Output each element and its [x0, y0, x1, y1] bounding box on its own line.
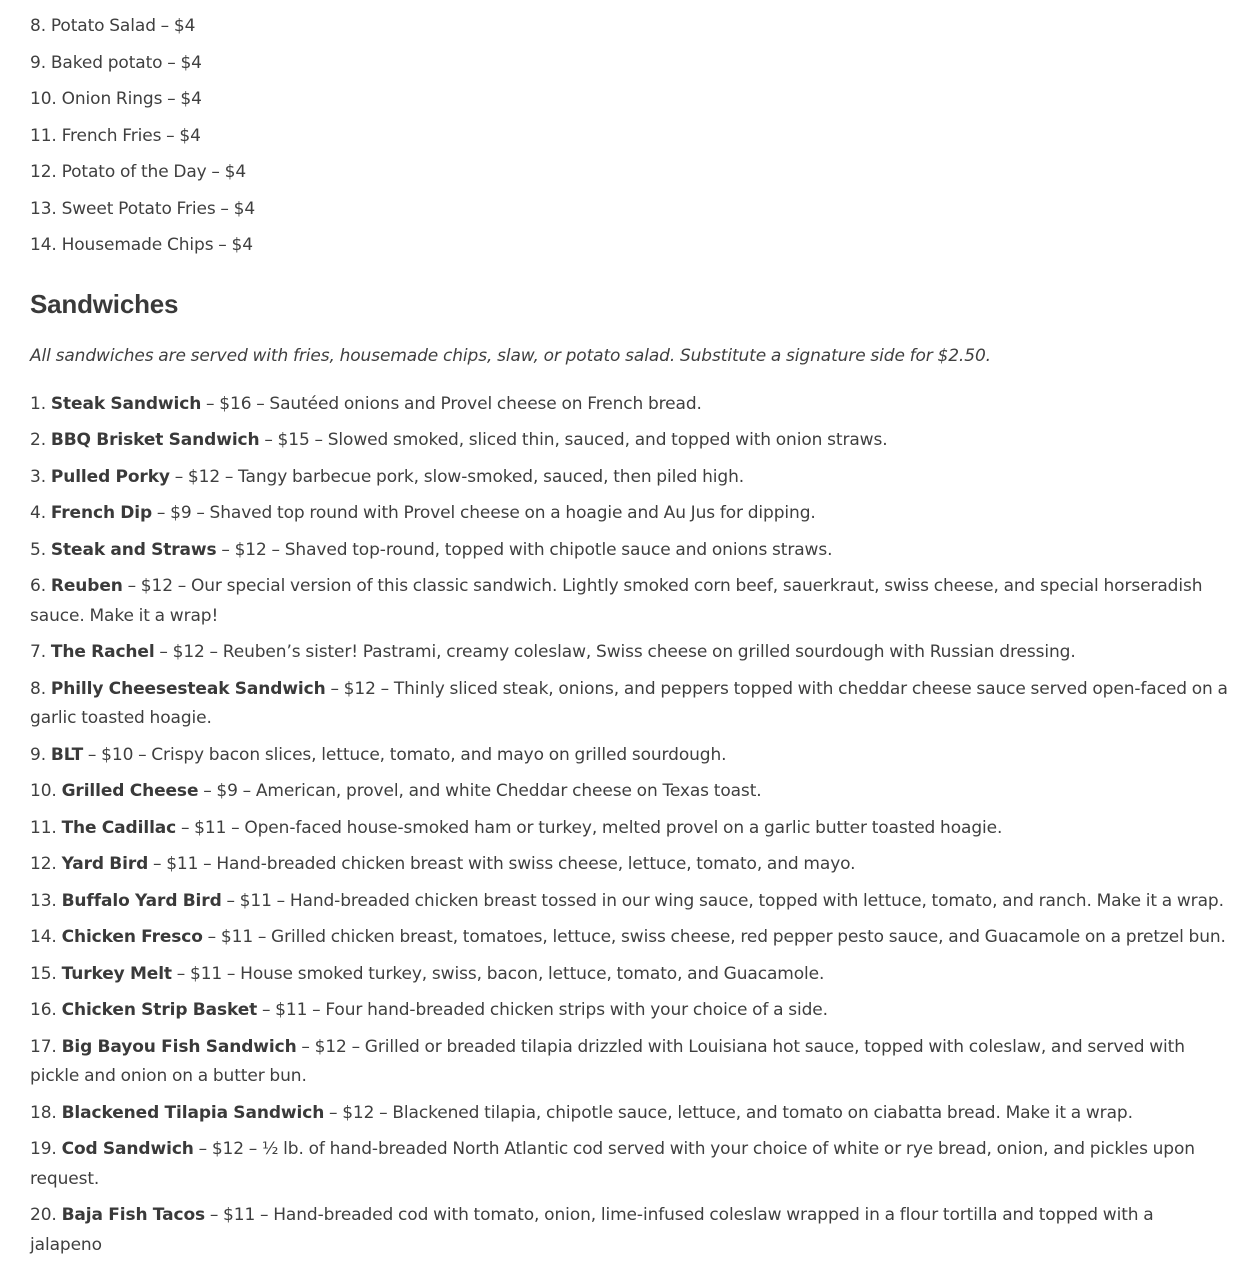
- list-item: 7. The Rachel – $12 – Reuben’s sister! Pastrami, creamy coleslaw, Swiss cheese on grilled sourdough with Russian dressing.: [30, 642, 1076, 662]
- list-item: 17. Big Bayou Fish Sandwich – $12 – Grilled or breaded tilapia drizzled with Louisiana hot sauce, topped with coleslaw, and served with pickle and onion on a butter bun.: [30, 1036, 1185, 1086]
- list-item: 11. The Cadillac – $11 – Open-faced house-smoked ham or turkey, melted provel on a garlic butter toasted hoagie.: [30, 817, 1003, 838]
- section-heading-sandwiches: Sandwiches: [30, 288, 179, 319]
- list-item: 11. French Fries – $4: [30, 125, 201, 146]
- list-item: 9. BLT – $10 – Crispy bacon slices, lettuce, tomato, and mayo on grilled sourdough.: [30, 744, 727, 765]
- list-item: 8. Potato Salad – $4: [30, 16, 196, 36]
- list-item: 20. Baja Fish Tacos – $11 – Hand-breaded cod with tomato, onion, lime-infused coleslaw wrapped in a flour tortilla and topped with a jalapeno: [30, 1205, 1154, 1255]
- list-item: 8. Philly Cheesesteak Sandwich – $12 – Thinly sliced steak, onions, and peppers topped with cheddar cheese sauce served open-faced on a garlic toasted hoagie.: [30, 678, 1228, 728]
- list-item: 10. Onion Rings – $4: [30, 89, 202, 109]
- list-item: 2. BBQ Brisket Sandwich – $15 – Slowed smoked, sliced thin, sauced, and topped with onion straws.: [30, 430, 888, 450]
- list-item: 3. Pulled Porky – $12 – Tangy barbecue pork, slow-smoked, sauced, then piled high.: [30, 466, 745, 487]
- list-item: 14. Chicken Fresco – $11 – Grilled chicken breast, tomatoes, lettuce, swiss cheese, red pepper pesto sauce, and Guacamole on a pretzel bun.: [30, 927, 1226, 947]
- sides-list: [30, 0, 1230, 261]
- list-item: 15. Turkey Melt – $11 – House smoked turkey, swiss, bacon, lettuce, tomato, and Guacamole.: [30, 963, 825, 984]
- sandwiches-list: [30, 390, 1230, 1261]
- list-item: 18. Blackened Tilapia Sandwich – $12 – Blackened tilapia, chipotle sauce, lettuce, and tomato on ciabatta bread. Make it a wrap.: [30, 1102, 1133, 1123]
- list-item: 5. Steak and Straws – $12 – Shaved top-round, topped with chipotle sauce and onions straws.: [30, 539, 833, 560]
- list-item: 10. Grilled Cheese – $9 – American, provel, and white Cheddar cheese on Texas toast.: [30, 781, 762, 801]
- sandwiches-intro: All sandwiches are served with fries, housemade chips, slaw, or potato salad. Substitute a signature side for $2.50.: [30, 345, 991, 366]
- list-item: 9. Baked potato – $4: [30, 52, 202, 73]
- list-item: 13. Buffalo Yard Bird – $11 – Hand-breaded chicken breast tossed in our wing sauce, topped with lettuce, tomato, and ranch. Make it a wrap.: [30, 890, 1224, 911]
- list-item: 19. Cod Sandwich – $12 – ½ lb. of hand-breaded North Atlantic cod served with your choice of white or rye bread, onion, and pickles upon request.: [30, 1139, 1195, 1189]
- list-item: 6. Reuben – $12 – Our special version of this classic sandwich. Lightly smoked corn beef, sauerkraut, swiss cheese, and special horseradish sauce. Make it a wrap!: [30, 576, 1203, 626]
- list-item: 16. Chicken Strip Basket – $11 – Four hand-breaded chicken strips with your choice of a side.: [30, 1000, 828, 1020]
- list-item: 14. Housemade Chips – $4: [30, 235, 253, 255]
- list-item: 12. Potato of the Day – $4: [30, 162, 247, 182]
- list-item: 12. Yard Bird – $11 – Hand-breaded chicken breast with swiss cheese, lettuce, tomato, and mayo.: [30, 854, 856, 874]
- menu-page: [30, 0, 1230, 1267]
- list-item: 13. Sweet Potato Fries – $4: [30, 198, 256, 219]
- list-item: 4. French Dip – $9 – Shaved top round with Provel cheese on a hoagie and Au Jus for dipping.: [30, 503, 816, 523]
- list-item: 1. Steak Sandwich – $16 – Sautéed onions and Provel cheese on French bread.: [30, 393, 702, 414]
